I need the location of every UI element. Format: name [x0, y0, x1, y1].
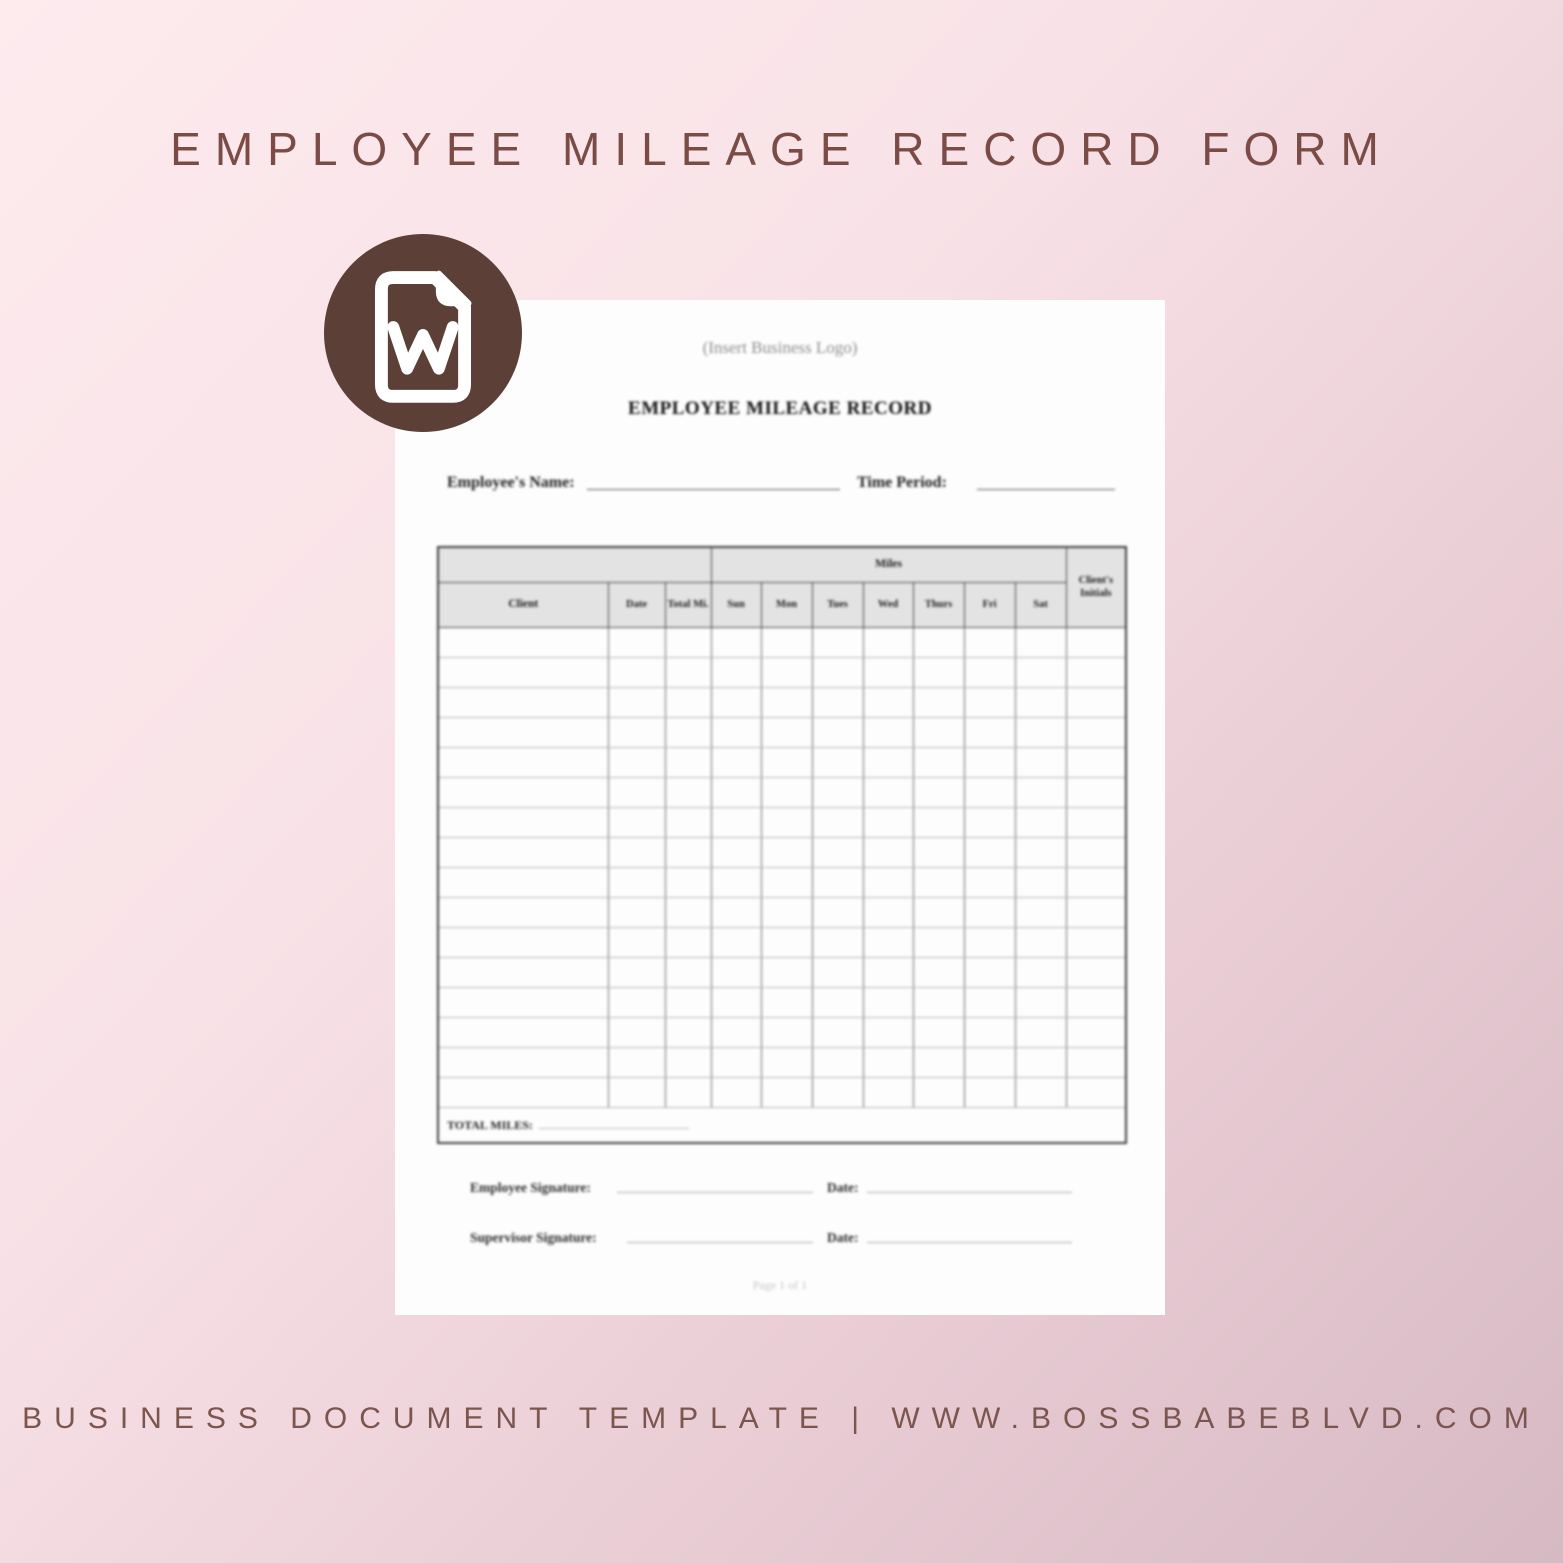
table-empty-cell: [665, 778, 711, 808]
table-empty-cell: [665, 628, 711, 658]
table-empty-cell: [913, 928, 964, 958]
table-empty-cell: [812, 748, 863, 778]
supervisor-signature-date-line: [867, 1241, 1072, 1243]
table-empty-cell: [1015, 838, 1066, 868]
table-empty-row: [438, 988, 1126, 1018]
table-empty-cell: [438, 988, 608, 1018]
table-empty-cell: [608, 1048, 665, 1078]
column-header-total-mi: Total Mi.: [665, 583, 711, 628]
table-empty-cell: [1015, 778, 1066, 808]
table-empty-cell: [711, 928, 761, 958]
table-empty-cell: [863, 1048, 913, 1078]
table-empty-cell: [438, 688, 608, 718]
column-header-wed: Wed: [863, 583, 913, 628]
table-empty-cell: [863, 658, 913, 688]
table-empty-cell: [964, 748, 1015, 778]
table-empty-cell: [964, 1078, 1015, 1108]
table-empty-cell: [761, 748, 812, 778]
table-column-header-row: [438, 583, 1126, 628]
table-empty-cell: [665, 658, 711, 688]
table-empty-cell: [812, 1048, 863, 1078]
table-empty-row: [438, 898, 1126, 928]
table-empty-cell: [863, 928, 913, 958]
table-empty-cell: [711, 838, 761, 868]
table-empty-cell: [711, 988, 761, 1018]
table-empty-cell: [913, 658, 964, 688]
table-empty-cell: [1015, 898, 1066, 928]
table-empty-cell: [438, 808, 608, 838]
table-empty-cell: [761, 1078, 812, 1108]
table-empty-cell: [913, 988, 964, 1018]
table-empty-cell: [761, 718, 812, 748]
table-empty-cell: [711, 688, 761, 718]
table-empty-cell: [1015, 628, 1066, 658]
table-empty-cell: [1015, 748, 1066, 778]
table-empty-cell: [665, 838, 711, 868]
group-header-miles: Miles: [711, 547, 1066, 583]
document-title: EMPLOYEE MILEAGE RECORD: [628, 398, 932, 419]
table-empty-cell: [913, 958, 964, 988]
name-period-row: [395, 468, 1165, 494]
column-header-fri: Fri: [964, 583, 1015, 628]
table-empty-cell: [761, 988, 812, 1018]
table-empty-cell: [665, 958, 711, 988]
table-empty-cell: [913, 628, 964, 658]
table-empty-cell: [863, 1018, 913, 1048]
group-header-empty-cell: [438, 547, 711, 583]
table-empty-cell: [964, 898, 1015, 928]
column-header-sat: Sat: [1015, 583, 1066, 628]
table-empty-row: [438, 778, 1126, 808]
table-empty-cell: [812, 628, 863, 658]
table-empty-cell: [608, 688, 665, 718]
table-empty-cell: [863, 778, 913, 808]
table-empty-cell: [1066, 718, 1126, 748]
table-empty-cell: [964, 718, 1015, 748]
table-empty-cell: [913, 868, 964, 898]
table-empty-cell: [1015, 988, 1066, 1018]
table-empty-cell: [438, 1048, 608, 1078]
column-header-mon: Mon: [761, 583, 812, 628]
table-empty-cell: [812, 1078, 863, 1108]
table-empty-cell: [438, 748, 608, 778]
table-empty-cell: [608, 988, 665, 1018]
table-empty-cell: [438, 868, 608, 898]
table-empty-cell: [711, 1078, 761, 1108]
totals-row: [438, 1108, 1126, 1144]
table-empty-cell: [964, 1048, 1015, 1078]
table-empty-cell: [711, 808, 761, 838]
table-empty-cell: [1066, 838, 1126, 868]
table-empty-cell: [1066, 988, 1126, 1018]
table-empty-cell: [863, 808, 913, 838]
table-empty-cell: [863, 718, 913, 748]
table-empty-cell: [711, 658, 761, 688]
table-empty-row: [438, 628, 1126, 658]
table-empty-cell: [761, 1048, 812, 1078]
table-empty-cell: [761, 928, 812, 958]
table-empty-row: [438, 808, 1126, 838]
table-empty-cell: [608, 808, 665, 838]
table-empty-cell: [761, 628, 812, 658]
table-empty-cell: [761, 808, 812, 838]
table-empty-cell: [438, 958, 608, 988]
column-header-client-initials: Client's Initials: [1066, 547, 1126, 628]
table-empty-row: [438, 838, 1126, 868]
table-empty-cell: [913, 718, 964, 748]
page-title: EMPLOYEE MILEAGE RECORD FORM: [170, 123, 1393, 175]
table-empty-cell: [711, 958, 761, 988]
supervisor-signature-row: [395, 1226, 1165, 1248]
table-empty-cell: [665, 1018, 711, 1048]
employee-signature-date-line: [867, 1191, 1072, 1193]
employee-name-label: Employee's Name:: [447, 474, 575, 491]
table-empty-cell: [438, 898, 608, 928]
employee-signature-line: [617, 1191, 813, 1193]
mileage-record-table: [437, 546, 1127, 1144]
table-empty-cell: [1015, 958, 1066, 988]
table-empty-cell: [761, 838, 812, 868]
employee-signature-label: Employee Signature:: [470, 1180, 591, 1195]
table-body: [438, 628, 1126, 1108]
table-empty-cell: [1015, 1048, 1066, 1078]
table-empty-cell: [608, 1078, 665, 1108]
table-empty-cell: [863, 988, 913, 1018]
table-empty-cell: [964, 808, 1015, 838]
table-empty-row: [438, 868, 1126, 898]
totals-label: TOTAL MILES:: [447, 1117, 533, 1132]
table-empty-cell: [665, 988, 711, 1018]
table-empty-cell: [1015, 928, 1066, 958]
document-content: [395, 300, 1165, 1315]
table-empty-cell: [1066, 898, 1126, 928]
logo-placeholder-text: (Insert Business Logo): [702, 338, 858, 357]
table-empty-cell: [761, 898, 812, 928]
table-empty-cell: [438, 718, 608, 748]
table-empty-cell: [711, 868, 761, 898]
table-empty-cell: [665, 928, 711, 958]
column-header-thurs: Thurs: [913, 583, 964, 628]
employee-signature-date-label: Date:: [827, 1180, 859, 1195]
table-empty-cell: [608, 868, 665, 898]
table-empty-cell: [812, 988, 863, 1018]
table-empty-cell: [665, 688, 711, 718]
table-empty-cell: [913, 898, 964, 928]
table-empty-cell: [812, 688, 863, 718]
table-empty-cell: [1015, 868, 1066, 898]
table-empty-cell: [964, 658, 1015, 688]
table-empty-cell: [1015, 718, 1066, 748]
table-empty-cell: [812, 718, 863, 748]
table-empty-cell: [438, 928, 608, 958]
table-empty-cell: [608, 628, 665, 658]
supervisor-signature-line: [627, 1241, 813, 1243]
table-empty-cell: [761, 658, 812, 688]
table-empty-row: [438, 748, 1126, 778]
table-empty-cell: [608, 778, 665, 808]
table-empty-cell: [608, 838, 665, 868]
totals-blank-line: [539, 1127, 689, 1129]
table-empty-cell: [438, 658, 608, 688]
table-empty-cell: [1066, 688, 1126, 718]
table-empty-row: [438, 958, 1126, 988]
table-empty-cell: [1015, 808, 1066, 838]
column-header-date: Date: [608, 583, 665, 628]
table-empty-cell: [812, 958, 863, 988]
table-empty-cell: [608, 898, 665, 928]
table-empty-cell: [608, 658, 665, 688]
table-empty-cell: [438, 778, 608, 808]
table-empty-cell: [863, 748, 913, 778]
time-period-label: Time Period:: [857, 474, 947, 491]
table-empty-cell: [812, 928, 863, 958]
table-empty-cell: [863, 958, 913, 988]
table-empty-cell: [863, 688, 913, 718]
word-file-badge: [324, 234, 522, 432]
table-empty-cell: [438, 628, 608, 658]
table-empty-cell: [438, 1018, 608, 1048]
word-document-icon: [324, 234, 522, 432]
table-empty-cell: [1015, 1018, 1066, 1048]
column-header-sun: Sun: [711, 583, 761, 628]
table-empty-cell: [1066, 808, 1126, 838]
table-empty-cell: [964, 838, 1015, 868]
table-empty-cell: [812, 808, 863, 838]
table-empty-cell: [964, 778, 1015, 808]
table-empty-cell: [761, 778, 812, 808]
table-empty-cell: [812, 658, 863, 688]
table-empty-cell: [608, 748, 665, 778]
table-empty-cell: [665, 1048, 711, 1078]
table-empty-cell: [711, 718, 761, 748]
table-empty-cell: [711, 1048, 761, 1078]
table-empty-cell: [812, 1018, 863, 1048]
table-empty-cell: [812, 778, 863, 808]
table-empty-cell: [913, 838, 964, 868]
table-empty-cell: [1066, 1078, 1126, 1108]
table-empty-cell: [964, 868, 1015, 898]
table-empty-cell: [913, 808, 964, 838]
table-empty-cell: [665, 748, 711, 778]
table-empty-cell: [665, 718, 711, 748]
table-empty-cell: [1066, 658, 1126, 688]
table-empty-row: [438, 928, 1126, 958]
table-empty-cell: [1066, 958, 1126, 988]
table-empty-cell: [1066, 628, 1126, 658]
table-empty-row: [438, 1078, 1126, 1108]
table-empty-cell: [1066, 1018, 1126, 1048]
table-empty-cell: [1015, 658, 1066, 688]
table-empty-row: [438, 688, 1126, 718]
table-empty-cell: [812, 868, 863, 898]
table-empty-cell: [711, 898, 761, 928]
table-empty-cell: [608, 958, 665, 988]
supervisor-signature-date-label: Date:: [827, 1230, 859, 1245]
table-empty-row: [438, 1048, 1126, 1078]
table-empty-cell: [964, 688, 1015, 718]
table-empty-cell: [1066, 1048, 1126, 1078]
table-empty-cell: [608, 1018, 665, 1048]
table-group-header-row: [438, 547, 1126, 583]
table-empty-cell: [863, 1078, 913, 1108]
table-empty-cell: [1066, 928, 1126, 958]
table-empty-cell: [913, 1078, 964, 1108]
page-number: Page 1 of 1: [752, 1278, 808, 1292]
table-empty-cell: [1015, 1078, 1066, 1108]
totals-cell: [438, 1108, 1126, 1144]
table-empty-cell: [608, 928, 665, 958]
column-header-tues: Tues: [812, 583, 863, 628]
table-empty-cell: [812, 898, 863, 928]
table-empty-cell: [913, 748, 964, 778]
employee-name-blank-line: [587, 488, 840, 490]
table-empty-cell: [863, 868, 913, 898]
table-empty-cell: [812, 838, 863, 868]
table-empty-cell: [711, 778, 761, 808]
table-empty-cell: [761, 1018, 812, 1048]
time-period-blank-line: [977, 488, 1115, 490]
footer-caption: BUSINESS DOCUMENT TEMPLATE | WWW.BOSSBABEBLVD.COM: [22, 1402, 1541, 1435]
table-empty-row: [438, 1018, 1126, 1048]
table-empty-cell: [665, 808, 711, 838]
table-empty-cell: [863, 628, 913, 658]
table-empty-cell: [438, 1078, 608, 1108]
table-empty-cell: [1015, 688, 1066, 718]
table-empty-cell: [711, 748, 761, 778]
table-empty-cell: [1066, 778, 1126, 808]
table-empty-cell: [913, 688, 964, 718]
employee-signature-row: [395, 1176, 1165, 1198]
table-empty-row: [438, 718, 1126, 748]
table-empty-cell: [761, 688, 812, 718]
table-empty-cell: [665, 898, 711, 928]
table-empty-cell: [863, 898, 913, 928]
table-empty-cell: [964, 928, 1015, 958]
table-empty-cell: [711, 1018, 761, 1048]
column-header-client: Client: [438, 583, 608, 628]
table-empty-cell: [608, 718, 665, 748]
table-empty-cell: [665, 1078, 711, 1108]
table-empty-cell: [964, 1018, 1015, 1048]
table-empty-cell: [964, 958, 1015, 988]
table-empty-cell: [1066, 868, 1126, 898]
table-empty-cell: [665, 868, 711, 898]
supervisor-signature-label: Supervisor Signature:: [470, 1230, 597, 1245]
table-empty-cell: [1066, 748, 1126, 778]
table-empty-cell: [913, 1018, 964, 1048]
table-empty-cell: [761, 868, 812, 898]
table-empty-cell: [761, 958, 812, 988]
table-empty-row: [438, 658, 1126, 688]
document-preview-page: [395, 300, 1165, 1315]
table-empty-cell: [711, 628, 761, 658]
table-empty-cell: [438, 838, 608, 868]
table-empty-cell: [863, 838, 913, 868]
table-empty-cell: [964, 988, 1015, 1018]
table-empty-cell: [913, 1048, 964, 1078]
table-empty-cell: [913, 778, 964, 808]
table-empty-cell: [964, 628, 1015, 658]
